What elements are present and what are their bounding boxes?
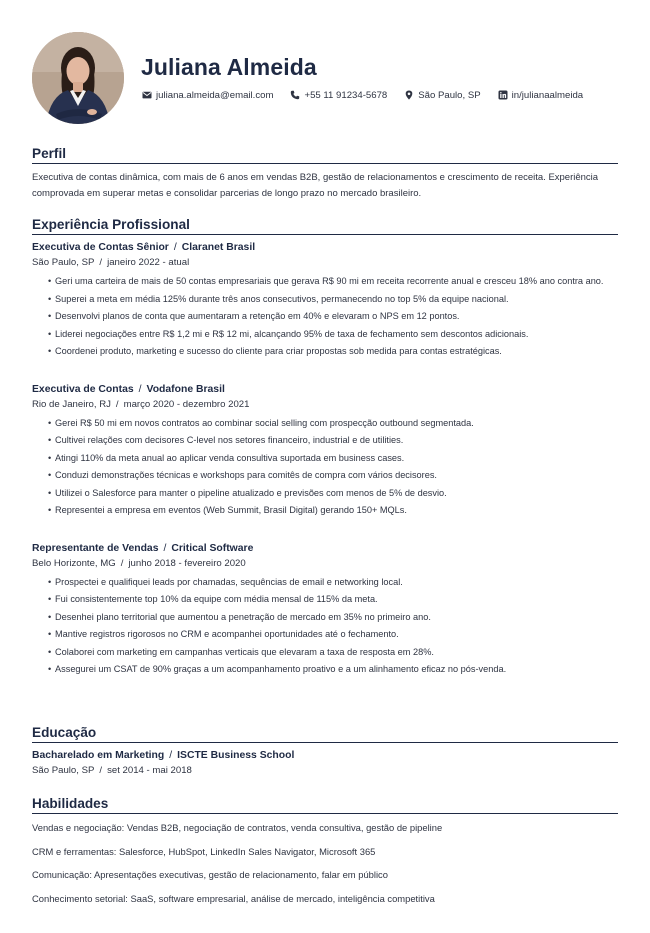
contact-email-text: juliana.almeida@email.com <box>156 89 274 101</box>
profile-summary: Executiva de contas dinâmica, com mais de 6 anos em vendas B2B, gestão de relacionamentos e crescimento de receita. Experiência comprovada em superar metas e consolidar parcerias de longo prazo no mercado brasileiro. <box>32 172 599 199</box>
list-item: • Assegurei um CSAT de 90% graças a um acompanhamento proativo e a um alinhamento eficaz no pós-venda. <box>48 661 618 679</box>
job-location: Rio de Janeiro, RJ <box>32 398 111 410</box>
separator: / <box>99 257 103 268</box>
job-company: Claranet Brasil <box>181 242 256 253</box>
contact-location-text: São Paulo, SP <box>418 89 481 101</box>
job-role: Representante de Vendas <box>32 542 159 554</box>
job-bullets <box>32 415 618 520</box>
phone-icon <box>290 90 300 100</box>
job-company: Vodafone Brasil <box>146 383 225 395</box>
job-company: Critical Software <box>171 542 254 554</box>
education-section <box>32 725 618 778</box>
contact-linkedin[interactable] <box>498 90 583 101</box>
list-item: • Gerei R$ 50 mi em novos contratos ao combinar social selling com prospecção outbound segmentada. <box>48 415 618 433</box>
job-entry <box>32 240 618 361</box>
job-bullets <box>32 574 618 679</box>
school: ISCTE Business School <box>177 750 295 761</box>
job-meta-line <box>32 397 618 412</box>
contact-phone[interactable] <box>290 90 387 101</box>
contact-linkedin-text: in/julianaalmeida <box>511 89 584 101</box>
list-item: • Desenhei plano territorial que aumentou a penetração de mercado em 35% no primeiro ano. <box>48 609 618 627</box>
location-icon <box>404 90 414 100</box>
section-title-profile: Perfil <box>32 146 618 164</box>
contact-email[interactable] <box>142 90 273 101</box>
list-item: • Coordenei produto, marketing e sucesso do cliente para criar propostas sob medida para contas estratégicas. <box>48 343 618 361</box>
education-location: São Paulo, SP <box>32 765 95 776</box>
separator: / <box>120 557 124 569</box>
profile-section <box>32 146 618 202</box>
avatar <box>32 32 124 124</box>
section-title-education: Educação <box>32 725 618 743</box>
skills-list <box>32 821 618 915</box>
separator: / <box>173 242 177 253</box>
skill-item: CRM e ferramentas: Salesforce, HubSpot, LinkedIn Sales Navigator, Microsoft 365 <box>32 845 376 857</box>
skill-item: Comunicação: Apresentações executivas, gestão de relacionamento, falar em público <box>32 869 388 880</box>
job-entry <box>32 541 618 679</box>
list-item: • Fui consistentemente top 10% da equipe com média mensal de 115% da meta. <box>48 591 618 609</box>
education-entry <box>32 748 618 778</box>
job-period: janeiro 2022 - atual <box>107 257 190 268</box>
separator: / <box>99 765 103 776</box>
job-bullets <box>32 273 618 361</box>
separator: / <box>163 542 167 554</box>
job-title-line <box>32 541 618 556</box>
job-title-line <box>32 240 618 255</box>
list-item: • Cultivei relações com decisores C-level nos setores financeiro, industrial e de utilities. <box>48 432 618 450</box>
job-location: São Paulo, SP <box>32 257 95 268</box>
section-title-skills: Habilidades <box>32 796 618 814</box>
list-item: • Colaborei com marketing em campanhas verticais que elevaram a taxa de resposta em 28%. <box>48 644 618 662</box>
job-role: Executiva de Contas <box>32 383 134 395</box>
skills-section <box>32 796 618 915</box>
contact-phone-text: +55 11 91234-5678 <box>304 89 388 101</box>
list-item: • Superei a meta em média 125% durante três anos consecutivos, permanecendo no top 5% da equipe nacional. <box>48 291 618 309</box>
education-title-line <box>32 748 618 763</box>
list-item: • Liderei negociações entre R$ 1,2 mi e R$ 12 mi, alcançando 95% de taxa de fechamento sem descontos adicionais. <box>48 326 618 344</box>
skill-item: Conhecimento setorial: SaaS, software empresarial, análise de mercado, inteligência competitiva <box>32 892 435 904</box>
list-item: • Atingi 110% da meta anual ao aplicar venda consultiva suportada em business cases. <box>48 450 618 468</box>
candidate-name: Juliana Almeida <box>141 54 317 80</box>
list-item: • Representei a empresa em eventos (Web Summit, Brasil Digital) gerando 150+ MQLs. <box>48 502 618 520</box>
education-meta-line <box>32 763 618 778</box>
list-item: • Conduzi demonstrações técnicas e workshops para comitês de compra com vários decisores. <box>48 467 618 485</box>
job-meta-line <box>32 255 618 270</box>
contact-bar <box>142 88 600 102</box>
linkedin-icon <box>498 90 508 100</box>
job-meta-line <box>32 556 618 571</box>
job-location: Belo Horizonte, MG <box>32 557 116 569</box>
job-period: junho 2018 - fevereiro 2020 <box>128 557 246 569</box>
section-title-experience: Experiência Profissional <box>32 217 618 235</box>
job-role: Executiva de Contas Sênior <box>32 242 169 253</box>
education-period: set 2014 - mai 2018 <box>107 765 192 776</box>
list-item: • Geri uma carteira de mais de 50 contas empresariais que gerava R$ 90 mi em receita recorrente anual e cresceu 18% ano contra ano. <box>48 273 618 291</box>
separator: / <box>138 383 142 395</box>
email-icon <box>142 90 152 100</box>
portrait-image <box>32 32 124 124</box>
list-item: • Mantive registros rigorosos no CRM e acompanhei oportunidades até o fechamento. <box>48 626 618 644</box>
separator: / <box>115 398 119 410</box>
list-item: • Prospectei e qualifiquei leads por chamadas, sequências de email e networking local. <box>48 574 618 592</box>
list-item: • Desenvolvi planos de conta que aumentaram a retenção em 40% e elevaram o NPS em 12 pontos. <box>48 308 618 326</box>
list-item: • Utilizei o Salesforce para manter o pipeline atualizado e previsões com menos de 5% de desvio. <box>48 485 618 503</box>
job-title-line <box>32 382 618 397</box>
experience-section <box>32 217 618 679</box>
job-entry <box>32 382 618 520</box>
skill-item: Vendas e negociação: Vendas B2B, negociação de contratos, venda consultiva, gestão de pipeline <box>32 822 443 833</box>
resume-header <box>32 30 618 126</box>
degree: Bacharelado em Marketing <box>32 750 165 761</box>
job-period: março 2020 - dezembro 2021 <box>123 398 250 410</box>
contact-location <box>404 90 480 101</box>
separator: / <box>169 750 173 761</box>
